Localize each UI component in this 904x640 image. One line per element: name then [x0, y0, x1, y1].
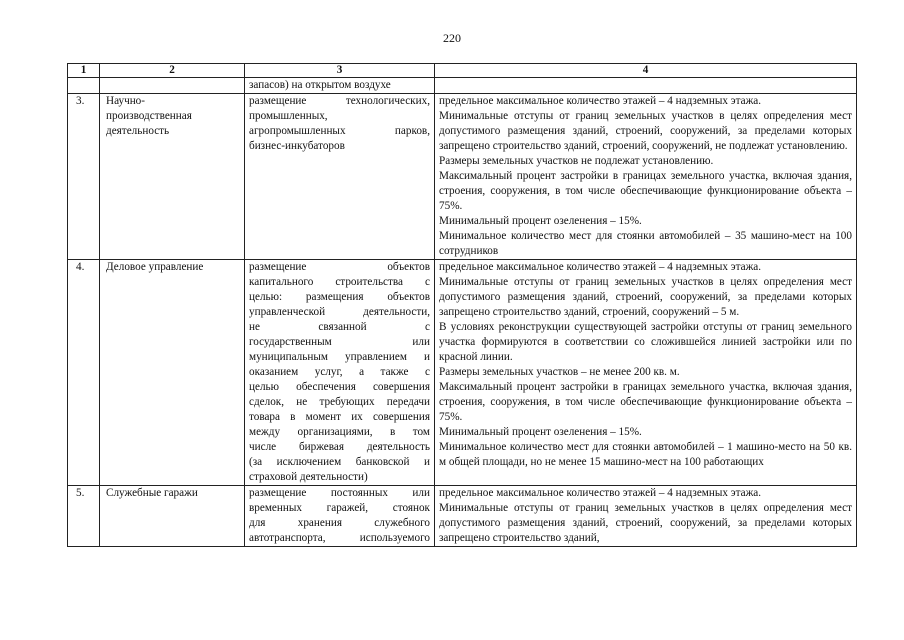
permitted-parameters — [435, 260, 857, 486]
use-type-name — [100, 486, 245, 547]
description-line: капитального строительства с — [249, 276, 430, 288]
description-line: числе биржевая деятельность — [249, 441, 430, 453]
parameter-paragraph: Минимальные отступы от границ земельных участков в целях определения мест допустимого размещения зданий, строений, сооружений, за пределами которых запрещено строительство зданий, — [439, 502, 852, 544]
permitted-parameters — [435, 94, 857, 260]
parameter-paragraph: предельное максимальное количество этажей – 4 надземных этажа. — [439, 95, 762, 107]
description-line: промышленных, — [249, 110, 328, 122]
table-row — [68, 486, 857, 547]
parameter-paragraph: Минимальное количество мест для стоянки автомобилей – 1 машино-место на 50 кв. м общей площади, но не менее 15 машино-мест на 100 работающих — [439, 441, 852, 468]
use-type-name — [100, 94, 245, 260]
continuation-row — [68, 78, 857, 94]
parameter-paragraph: Максимальный процент застройки в границах земельного участка, включая здания, строения, сооружения, в том числе обеспечивающие функционирование объекта – 75%. — [439, 170, 852, 212]
description-line: (за исключением банковской и — [249, 456, 430, 468]
description-line: товара в момент их совершения — [249, 411, 430, 423]
description-line: не связанной с — [249, 321, 430, 333]
continuation-text: запасов) на открытом воздухе — [249, 79, 391, 91]
land-use-table — [67, 63, 857, 547]
description-line: государственным или — [249, 336, 430, 348]
description-line: целью обеспечения совершения — [249, 381, 430, 393]
parameter-paragraph: Максимальный процент застройки в границах земельного участка, включая здания, строения, сооружения, в том числе обеспечивающие функционирование объекта – 75%. — [439, 381, 852, 423]
row-number: 3. — [68, 94, 100, 260]
table-row — [68, 94, 857, 260]
use-type-description — [245, 486, 435, 547]
header-col-1: 1 — [68, 64, 100, 78]
parameter-paragraph: Минимальные отступы от границ земельных участков в целях определения мест допустимого размещения зданий, строений, сооружений, за пределами которых запрещено строительство зданий, строений, сооружений – 5 м. — [439, 276, 852, 318]
use-type-name-line: деятельность — [106, 125, 170, 137]
description-line: размещение объектов — [249, 261, 430, 273]
parameter-paragraph: Минимальный процент озеленения – 15%. — [439, 426, 642, 438]
use-type-name-line: Научно- — [106, 95, 146, 107]
use-type-description — [245, 94, 435, 260]
permitted-parameters — [435, 486, 857, 547]
parameter-paragraph: предельное максимальное количество этажей – 4 надземных этажа. — [439, 487, 762, 499]
description-line: между организациями, в том — [249, 426, 430, 438]
use-type-name-line: производственная — [106, 110, 192, 122]
row-number: 5. — [68, 486, 100, 547]
parameter-paragraph: В условиях реконструкции существующей застройки отступы от границ земельного участка формируются в соответствии со сложившейся линией застройки или по красной линии. — [439, 321, 852, 363]
parameter-paragraph: предельное максимальное количество этажей – 4 надземных этажа. — [439, 261, 762, 273]
description-line: автотранспорта, используемого — [249, 532, 430, 544]
continuation-description — [245, 78, 435, 94]
description-line: размещение постоянных или — [249, 487, 430, 499]
parameter-paragraph: Минимальный процент озеленения – 15%. — [439, 215, 642, 227]
description-line: целью: размещения объектов — [249, 291, 430, 303]
header-col-4: 4 — [435, 64, 857, 78]
description-line: агропромышленных парков, — [249, 125, 430, 137]
header-col-2: 2 — [100, 64, 245, 78]
header-row — [68, 64, 857, 78]
description-line: бизнес-инкубаторов — [249, 140, 345, 152]
description-line: размещение технологических, — [249, 95, 430, 107]
use-type-name-line: Служебные гаражи — [106, 487, 198, 499]
row-number: 4. — [68, 260, 100, 486]
use-type-name — [100, 260, 245, 486]
description-line: управленческой деятельности, — [249, 306, 430, 318]
description-line: временных гаражей, стоянок — [249, 502, 430, 514]
description-line: страховой деятельности) — [249, 471, 368, 483]
parameter-paragraph: Размеры земельных участков не подлежат установлению. — [439, 155, 714, 167]
continuation-col-2 — [100, 78, 245, 94]
use-type-name-line: Деловое управление — [106, 261, 204, 273]
page-number: 220 — [443, 31, 461, 45]
continuation-col-4 — [435, 78, 857, 94]
description-line: оказанием услуг, а также с — [249, 366, 430, 378]
use-type-description — [245, 260, 435, 486]
header-col-3: 3 — [245, 64, 435, 78]
parameter-paragraph: Размеры земельных участков – не менее 200 кв. м. — [439, 366, 680, 378]
parameter-paragraph: Минимальные отступы от границ земельных участков в целях определения мест допустимого размещения зданий, строений, сооружений, за пределами которых запрещено строительство зданий, строений, сооружений, не подлежат установлению. — [439, 110, 852, 152]
parameter-paragraph: Минимальное количество мест для стоянки автомобилей – 35 машино-мест на 100 сотрудников — [439, 230, 852, 257]
table-row — [68, 260, 857, 486]
continuation-col-1 — [68, 78, 100, 94]
description-line: сделок, не требующих передачи — [249, 396, 430, 408]
description-line: муниципальным управлением и — [249, 351, 430, 363]
description-line: для хранения служебного — [249, 517, 430, 529]
